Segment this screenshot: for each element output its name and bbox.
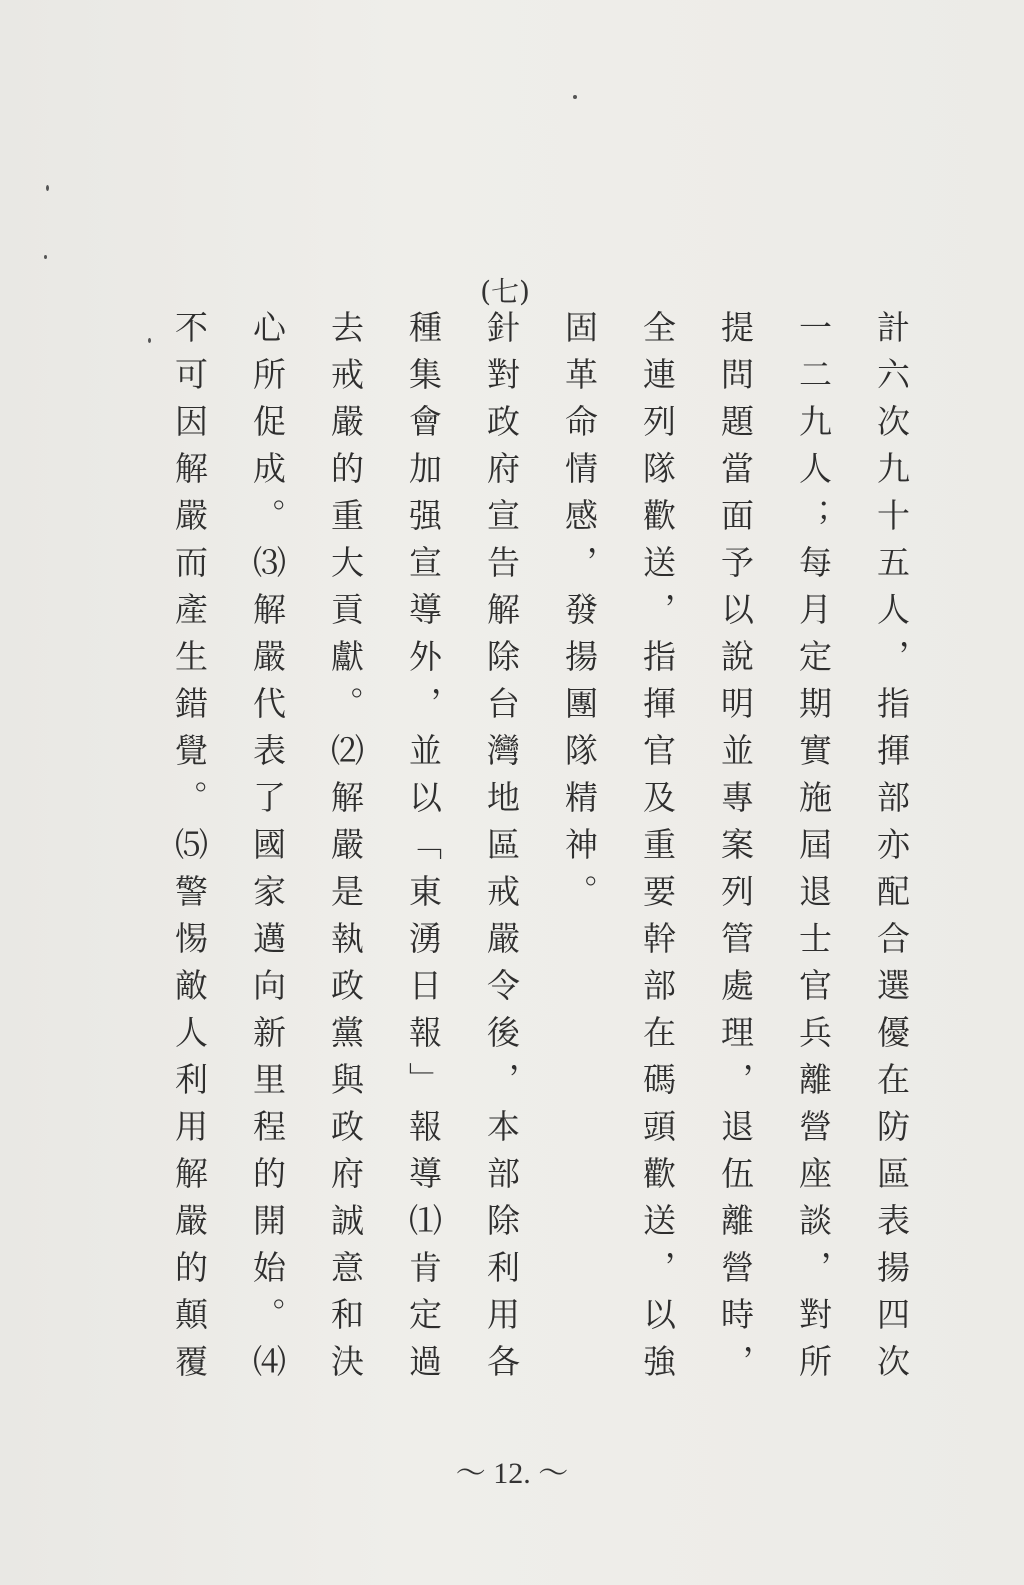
text-column-10: 不可因解嚴而產生錯覺。⑸警惕敵人利用解嚴的顛覆 (170, 310, 209, 1391)
paper-speck (46, 185, 49, 191)
text-column-7: 種集會加强宣導外，並以「東湧日報」報導⑴肯定過 (404, 310, 443, 1391)
text-column-8: 去戒嚴的重大貢獻。⑵解嚴是執政黨與政府誠意和決 (326, 310, 365, 1391)
text-column-4: 全連列隊歡送，指揮官及重要幹部在碼頭歡送，以強 (638, 310, 677, 1391)
page-number: ～ 12. ～ (455, 1457, 569, 1490)
text-column-9: 心所促成。⑶解嚴代表了國家邁向新里程的開始。⑷ (248, 310, 287, 1391)
section-marker: (七) (480, 275, 530, 308)
text-column-3: 提問題當面予以說明並專案列管處理，退伍離營時， (716, 310, 755, 1391)
text-column-2: 一二九人；每月定期實施屆退士官兵離營座談，對所 (794, 310, 833, 1391)
text-column-6: 針對政府宣告解除台灣地區戒嚴令後，本部除利用各 (482, 310, 521, 1391)
paper-speck (44, 255, 47, 259)
paper-speck (573, 95, 577, 99)
text-column-5: 固革命情感，發揚團隊精神。 (560, 310, 599, 921)
text-column-1: 計六次九十五人，指揮部亦配合選優在防區表揚四次 (872, 310, 911, 1391)
vertical-text-block (150, 310, 930, 1410)
